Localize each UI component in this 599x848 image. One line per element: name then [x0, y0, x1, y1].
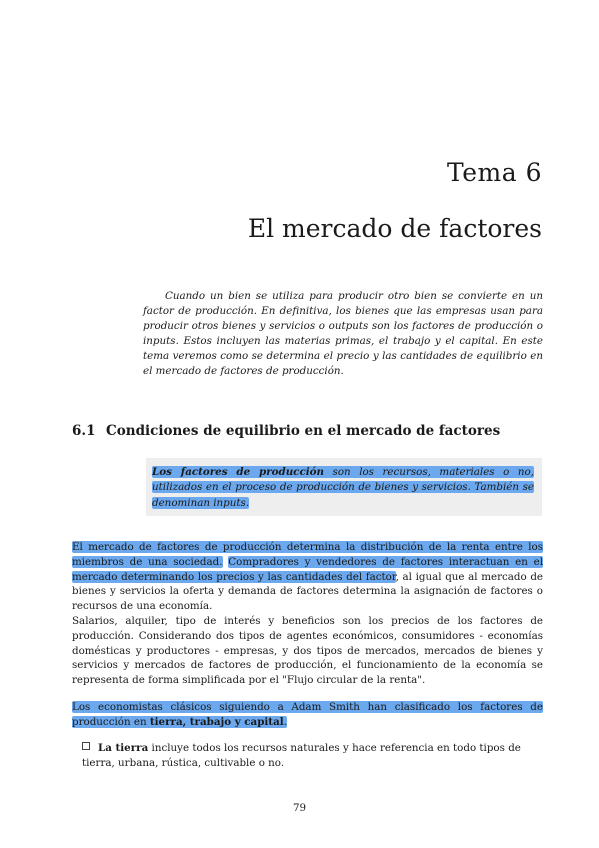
definition-term: Los factores de producción	[152, 466, 324, 478]
definition-body: son los recursos, materiales o no, utilizados en el proceso de producción de bienes y servicios. También se denominan inputs.	[152, 466, 534, 509]
paragraph-market-rest: , al igual que al mercado de bienes y servicios la oferta y demanda de factores determina la asignación de factores o recursos de una economía.	[72, 570, 544, 613]
chapter-number: Tema 6	[447, 158, 542, 187]
classical-factors-bold: tierra, trabajo y capital	[149, 715, 284, 728]
bullet-text: incluye todos los recursos naturales y hace referencia en todo tipos de tierra, urbana, rústica, cultivable o no.	[82, 742, 521, 769]
definition-highlight	[152, 466, 534, 509]
paragraph-market-distribution	[72, 540, 543, 614]
classical-end: .	[283, 715, 287, 728]
definition-text	[152, 465, 534, 511]
bullet-square-icon	[82, 742, 90, 750]
paragraph-classical-factors	[72, 700, 543, 730]
chapter-abstract: Cuando un bien se utiliza para producir otro bien se convierte en un factor de producción. En definitiva, los bienes que las empresas usan para producir otros bienes y servicios o outputs son los factores de producción o inputs. Estos incluyen las materias primas, el trabajo y el capital. En este tema veremos como se determina el precio y las cantidades de equilibrio en el mercado de factores de producción.	[143, 290, 543, 377]
section-number: 6.1	[72, 423, 96, 439]
highlight-distribution: El mercado de factores de producción determina la distribución de la renta entre los miembros de una sociedad.	[72, 541, 543, 568]
classical-text: Los economistas clásicos siguiendo a Adam Smith han clasificado los factores de producción en	[72, 701, 543, 728]
page-number: 79	[292, 802, 307, 814]
bullet-term: La tierra	[98, 742, 149, 754]
paragraph-prices-circular-flow: Salarios, alquiler, tipo de interés y beneficios son los precios de los factores de producción. Considerando dos tipos de agentes económicos, consumidores - economías domésticas y productores - empresas, y dos tipos de mercados, mercados de bienes y servicios y mercados de factores de producción, el funcionamiento de la economía se representa de forma simplificada por el "Flujo circular de la renta".	[72, 615, 543, 687]
definition-box	[146, 458, 542, 516]
section-title: Condiciones de equilibrio en el mercado de factores	[106, 423, 501, 439]
highlight-buyers-sellers: Compradores y vendedores de factores interactuan en el mercado determinando los precios y las cantidades del factor	[72, 555, 543, 583]
section-heading	[72, 423, 542, 439]
list-item-tierra	[82, 741, 543, 771]
highlight-classical-factors	[72, 701, 543, 728]
chapter-title: El mercado de factores	[247, 214, 542, 243]
